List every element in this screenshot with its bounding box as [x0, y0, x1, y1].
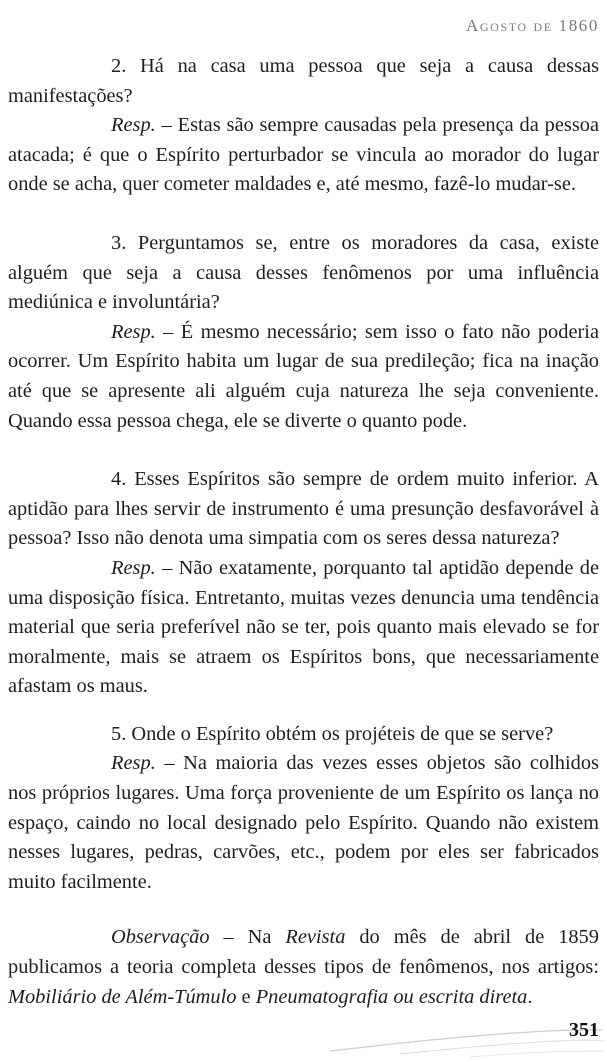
observation-text-4: . [527, 985, 533, 1008]
answer-4 [8, 554, 599, 702]
answer-4-text: – Não exatamente, porquanto tal aptidão depende de uma disposição física. Entretanto, muitas vezes denuncia uma tendência material que seria preferível não se ter, pois quanto mais elevado se for moralmente, mais se atraem os Espíritos bons, que necessariamente afastam os maus. [8, 556, 599, 698]
paragraph-gap [8, 436, 599, 465]
question-2 [8, 52, 599, 111]
observation-text-2: do mês de abril de 1859 publicamos a teoria completa desses tipos de fenômenos, nos artigos: [8, 926, 600, 979]
answer-3-text: – É mesmo necessário; sem isso o fato não poderia ocorrer. Um Espírito habita um lugar de sua predileção; fica na inação até que se apresente ali alguém cuja natureza lhe seja conveniente. Quando essa pessoa chega, ele se diverte o quanto pode. [8, 320, 599, 432]
article-title-2: Pneumatografia ou escrita direta [255, 985, 528, 1008]
paragraph-gap [8, 897, 599, 923]
resp-label: Resp. [111, 320, 156, 343]
observation-text-3: e [236, 985, 256, 1008]
paragraph-gap [8, 702, 599, 720]
resp-label: Resp. [111, 114, 156, 137]
page-body [8, 52, 599, 1012]
page-footer [0, 1018, 607, 1062]
question-3 [8, 229, 599, 318]
resp-label: Resp. [111, 752, 156, 775]
resp-label: Resp. [111, 556, 156, 579]
running-header: Agosto de 1860 [466, 16, 599, 35]
question-5 [8, 720, 599, 750]
answer-2-text: – Estas são sempre causadas pela presença da pessoa atacada; é que o Espírito perturbador se vincula ao morador do lugar onde se acha, quer cometer maldades e, até mesmo, fazê-lo mudar-se. [8, 114, 599, 196]
answer-3 [8, 318, 599, 436]
question-4-text: 4. Esses Espíritos são sempre de ordem muito inferior. A aptidão para lhes servir de instrumento é uma presunção desfavorável à pessoa? Isso não denota uma simpatia com os seres dessa natureza? [8, 468, 599, 550]
question-4 [8, 465, 599, 554]
article-title-1: Mobiliário de Além-Túmulo [8, 985, 237, 1008]
observation-label: Observação [111, 926, 210, 949]
answer-2 [8, 111, 599, 200]
question-5-text: 5. Onde o Espírito obtém os projéteis de que se serve? [111, 722, 554, 745]
paragraph-gap [8, 200, 599, 229]
footer-swoosh-ornament [0, 1018, 607, 1062]
answer-5-text: – Na maioria das vezes esses objetos são colhidos nos próprios lugares. Uma força proveniente de um Espírito os lança no espaço, caindo no local designado pelo Espírito. Quando não existem nesses lugares, pedras, carvões, etc., podem por eles ser fabricados muito facilmente. [8, 752, 599, 893]
revista-title: Revista [285, 926, 346, 949]
answer-5 [8, 749, 599, 897]
page-number: 351 [569, 1019, 599, 1041]
observation [8, 923, 599, 1012]
question-3-text: 3. Perguntamos se, entre os moradores da casa, existe alguém que seja a causa desses fenômenos por uma influência mediúnica e involuntária? [8, 231, 599, 314]
question-2-text: 2. Há na casa uma pessoa que seja a causa dessas manifestações? [8, 55, 599, 107]
observation-text-1: – Na [209, 926, 286, 949]
